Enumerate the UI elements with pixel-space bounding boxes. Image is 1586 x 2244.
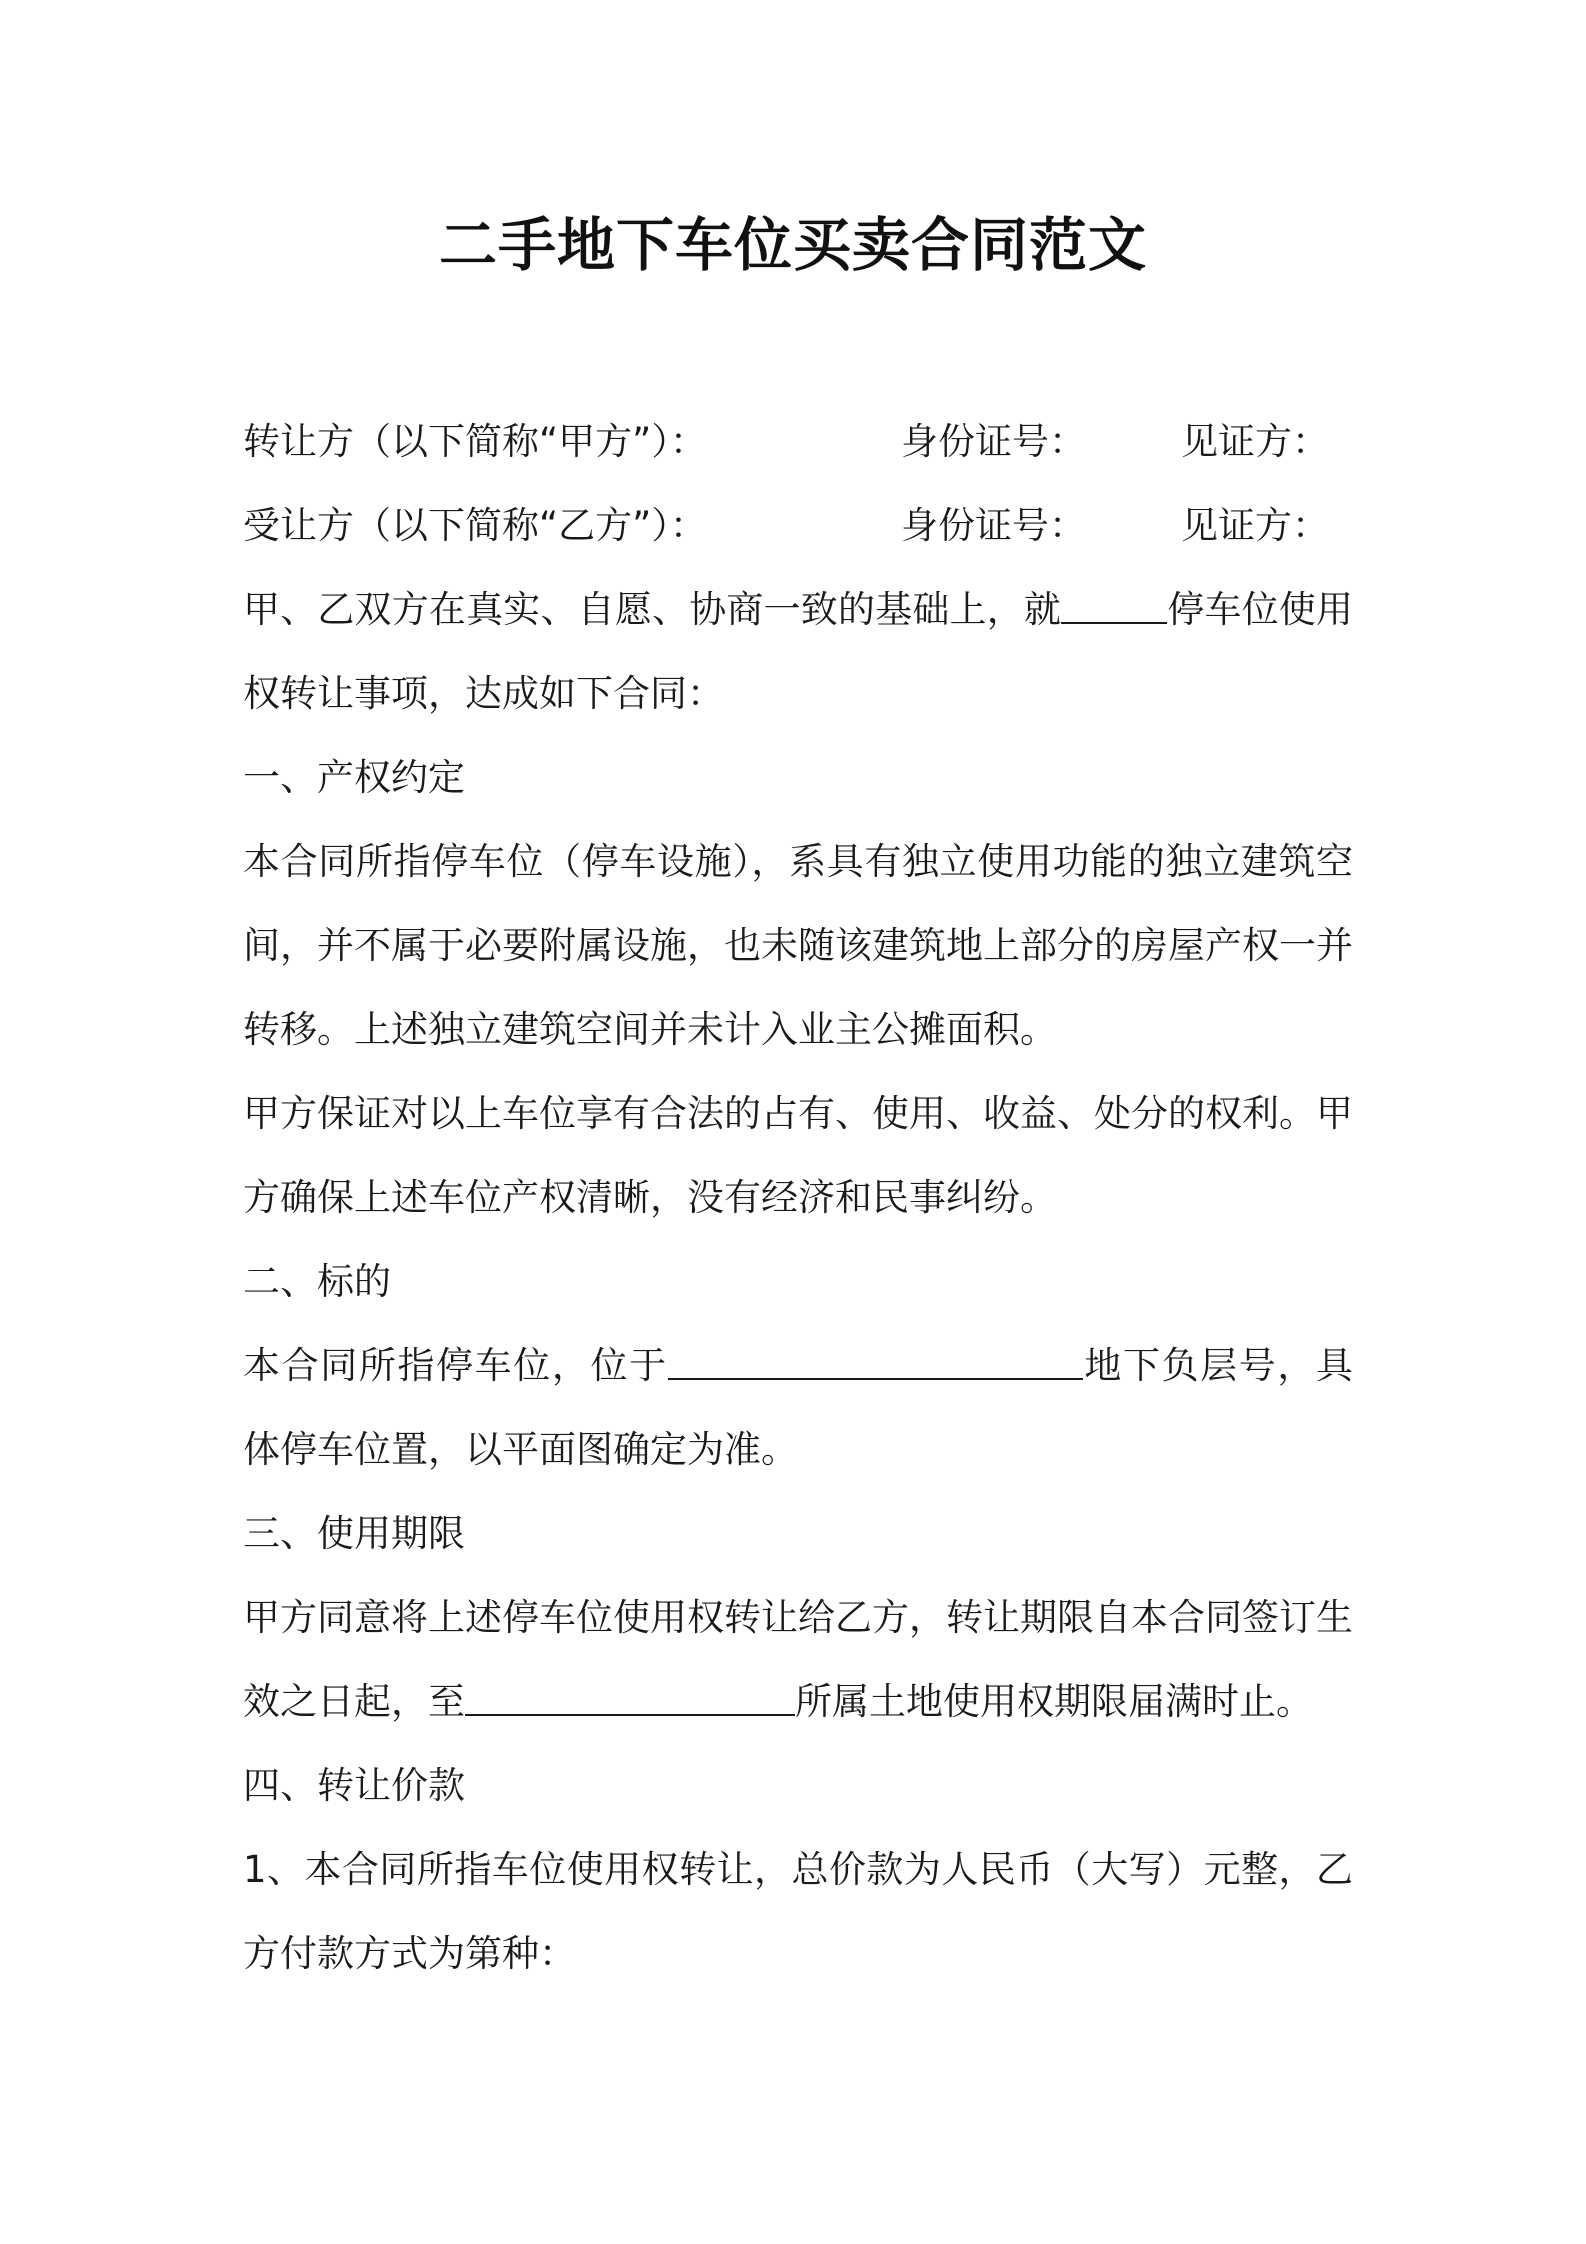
section-3-text-before: 效之日起，至 bbox=[243, 1680, 465, 1723]
transferee-id-label: 身份证号： bbox=[901, 504, 1086, 547]
section-2-p1-line-2: 体停车位置，以平面图确定为准。 bbox=[243, 1428, 798, 1471]
section-1-p1-line-2: 间，并不属于必要附属设施，也未随该建筑地上部分的房屋产权一并 bbox=[243, 924, 1353, 967]
section-4-p1-line-2: 方付款方式为第种： bbox=[243, 1932, 576, 1975]
transferor-id-label: 身份证号： bbox=[901, 420, 1086, 463]
section-3-p1-line-1: 甲方同意将上述停车位使用权转让给乙方，转让期限自本合同签订生 bbox=[243, 1596, 1353, 1639]
section-2-text-before: 本合同所指停车位，位于 bbox=[243, 1344, 668, 1387]
transferor-row bbox=[243, 400, 1353, 484]
preamble-line-2: 权转让事项，达成如下合同： bbox=[243, 672, 724, 715]
preamble-line-1 bbox=[243, 568, 1353, 652]
section-4-p1-line-1: 1、本合同所指车位使用权转让，总价款为人民币（大写）元整，乙 bbox=[243, 1848, 1353, 1891]
section-1-p1-line-3: 转移。上述独立建筑空间并未计入业主公摊面积。 bbox=[243, 1008, 1057, 1051]
section-2-heading: 二、标的 bbox=[243, 1260, 391, 1303]
section-3-heading: 三、使用期限 bbox=[243, 1512, 465, 1555]
document-title: 二手地下车位买卖合同范文 bbox=[438, 211, 1147, 279]
section-1-heading: 一、产权约定 bbox=[243, 756, 465, 799]
preamble-text-after: 停车位使用 bbox=[1167, 588, 1354, 631]
end-date-blank bbox=[465, 1664, 795, 1716]
transferor-label: 转让方（以下简称“甲方”）： bbox=[243, 420, 707, 463]
section-3-p1-line-2 bbox=[243, 1660, 1353, 1744]
document-body bbox=[243, 400, 1353, 1996]
transferee-label: 受让方（以下简称“乙方”）： bbox=[243, 504, 707, 547]
section-2-text-after: 地下负层号，具 bbox=[1082, 1344, 1354, 1387]
parking-name-blank bbox=[1061, 572, 1167, 624]
transferee-row bbox=[243, 484, 1353, 568]
section-1-p1-line-1: 本合同所指停车位（停车设施），系具有独立使用功能的独立建筑空 bbox=[243, 840, 1353, 883]
section-1-p2-line-1: 甲方保证对以上车位享有合法的占有、使用、收益、处分的权利。甲 bbox=[243, 1092, 1353, 1135]
location-blank bbox=[668, 1328, 1083, 1380]
transferor-witness-label: 见证方： bbox=[1181, 420, 1329, 463]
transferee-witness-label: 见证方： bbox=[1181, 504, 1329, 547]
section-4-heading: 四、转让价款 bbox=[243, 1764, 465, 1807]
section-1-p2-line-2: 方确保上述车位产权清晰，没有经济和民事纠纷。 bbox=[243, 1176, 1057, 1219]
section-3-text-after: 所属土地使用权期限届满时止。 bbox=[795, 1680, 1313, 1723]
preamble-text-before: 甲、乙双方在真实、自愿、协商一致的基础上，就 bbox=[243, 588, 1062, 631]
section-2-p1-line-1 bbox=[243, 1324, 1353, 1408]
